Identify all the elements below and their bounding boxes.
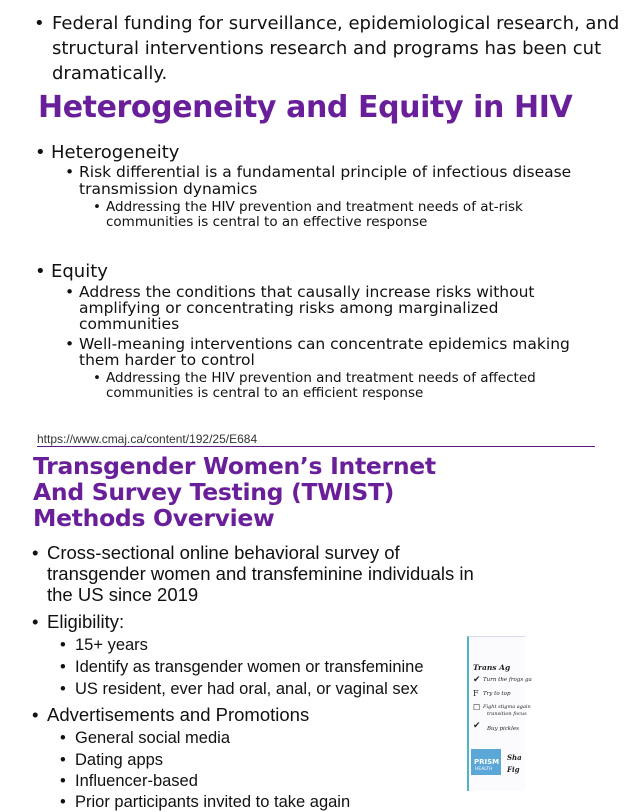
heterogeneity-sub: Risk differential is a fundamental principle of infectious disease	[79, 163, 572, 181]
flyer-check-item: transition focus	[487, 711, 527, 717]
bullet-dot: •	[32, 704, 39, 725]
heterogeneity-sub: transmission dynamics	[79, 180, 258, 198]
survey-desc-line: Cross-sectional online behavioral survey of	[47, 542, 400, 563]
bullet-dot: •	[60, 680, 66, 698]
checkbox-icon: F	[473, 689, 479, 698]
bullet-dot: •	[60, 793, 66, 811]
equity-sub: communities	[79, 315, 180, 333]
reference-link[interactable]: https://www.cmaj.ca/content/192/25/E684	[37, 432, 258, 446]
flyer-header: Trans Ag	[473, 663, 511, 672]
logo-sub: HEALTH	[475, 767, 493, 772]
survey-desc-line: transgender women and transfeminine individuals in	[47, 563, 474, 584]
heterogeneity-subsub: Addressing the HIV prevention and treatment needs of at-risk	[106, 199, 523, 215]
checkbox-icon: ☐	[473, 703, 481, 712]
bullet-dot: •	[60, 636, 66, 654]
eligibility-item: US resident, ever had oral, anal, or vaginal sex	[75, 680, 419, 698]
eligibility-label: Eligibility:	[47, 611, 125, 632]
flyer-check-item: Buy pickles	[487, 726, 519, 732]
eligibility-item: 15+ years	[75, 636, 148, 654]
slide1-title: Heterogeneity and Equity in HIV	[38, 90, 573, 125]
equity-subsub: communities is central to an efficient response	[106, 385, 424, 401]
logo-text: PRISM	[474, 758, 500, 766]
ads-item: General social media	[75, 729, 230, 747]
bullet-dot: •	[34, 13, 45, 34]
bullet-dot: •	[93, 199, 101, 215]
bullet-dot: •	[32, 611, 39, 632]
ads-item: Influencer-based	[75, 772, 198, 790]
equity-subsub: Addressing the HIV prevention and treatment needs of affected	[106, 370, 536, 386]
slide2-title-line: Methods Overview	[33, 504, 275, 532]
check-icon: ✔	[473, 675, 481, 685]
top-bullet-line: structural interventions research and programs has been cut	[52, 38, 602, 59]
slide2-title-line: Transgender Women’s Internet	[33, 452, 436, 480]
bullet-dot: •	[60, 751, 66, 769]
bullet-dot: •	[32, 542, 39, 563]
eligibility-item: Identify as transgender women or transfeminine	[75, 658, 424, 676]
top-bullet-line: dramatically.	[52, 63, 168, 84]
flyer-check-item: Fight stigma again	[483, 704, 531, 710]
prism-logo	[471, 749, 501, 775]
bullet-dot: •	[93, 370, 101, 386]
bullet-dot: •	[65, 283, 75, 301]
bullet-dot: •	[60, 772, 66, 790]
bullet-dot: •	[60, 729, 66, 747]
slide2-title-line: And Survey Testing (TWIST)	[33, 478, 395, 506]
ads-label: Advertisements and Promotions	[47, 704, 310, 725]
heterogeneity-subsub: communities is central to an effective response	[106, 214, 428, 230]
bullet-dot: •	[35, 142, 46, 163]
equity-sub: Address the conditions that causally increase risks without	[79, 283, 535, 301]
bullet-dot: •	[35, 261, 46, 282]
survey-desc-line: the US since 2019	[47, 584, 199, 605]
heterogeneity-label: Heterogeneity	[51, 142, 180, 163]
top-bullet-line: Federal funding for surveillance, epidemiological research, and	[52, 13, 620, 34]
equity-label: Equity	[51, 261, 108, 282]
flyer-image	[467, 636, 532, 791]
flyer-side-text: Fig	[507, 765, 520, 774]
bullet-dot: •	[65, 335, 75, 353]
check-icon: ✔	[473, 721, 481, 731]
ads-item: Prior participants invited to take again	[75, 793, 351, 811]
bullet-dot: •	[60, 658, 66, 676]
bullet-dot: •	[65, 163, 75, 181]
slide-divider	[37, 446, 595, 447]
ads-item: Dating apps	[75, 751, 164, 769]
equity-sub: Well-meaning interventions can concentrate epidemics making	[79, 335, 570, 353]
flyer-check-item: Turn the frogs ga	[483, 677, 532, 683]
flyer-side-text: Sha	[507, 753, 522, 762]
flyer-check-item: Try to top	[483, 691, 511, 697]
equity-sub: them harder to control	[79, 351, 255, 369]
equity-sub: amplifying or concentrating risks among marginalized	[79, 299, 499, 317]
